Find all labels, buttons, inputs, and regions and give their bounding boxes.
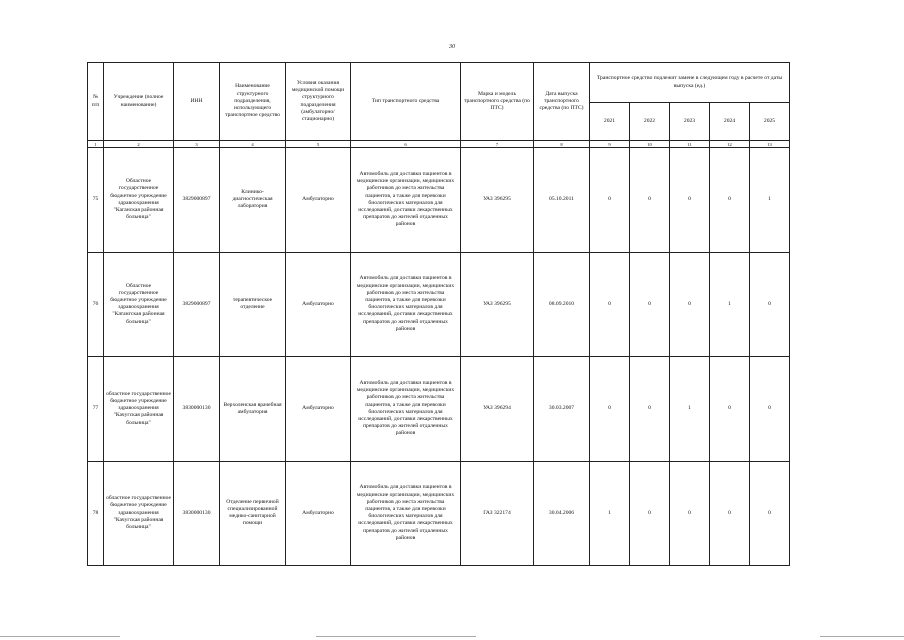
header-vehicle-type: Тип транспортного средства: [351, 63, 461, 141]
header-row: [88, 63, 790, 103]
column-index: 7: [461, 141, 534, 148]
cell-vehicle-type: Автомобиль для доставки пациентов в медицинские организации, медицинских работников до места жительства пациентов, а также для перевозки биологических материалов для исследований, доставки лекарственных препаратов до жителей отдаленных районов: [351, 357, 461, 462]
cell-year-2023: 0: [670, 252, 710, 357]
table-row: [88, 357, 790, 462]
cell-issue-date: 05.10.2011: [534, 148, 590, 253]
cell-institution: Областное государственное бюджетное учреждение здравоохранения "Каганская районная больница": [104, 148, 174, 253]
table-row: [88, 461, 790, 566]
column-index: 3: [174, 141, 220, 148]
table-row: [88, 252, 790, 357]
cell-institution: областное государственное бюджетное учреждение здравоохранения "Качугская районная больница": [104, 461, 174, 566]
cell-year-2022: 0: [630, 357, 670, 462]
cell-issue-date: 30.03.2007: [534, 357, 590, 462]
column-index: 5: [286, 141, 351, 148]
cell-year-2023: 0: [670, 461, 710, 566]
cell-year-2024: 0: [710, 357, 750, 462]
cell-year-2023: 0: [670, 148, 710, 253]
cell-num: 75: [88, 148, 104, 253]
vehicle-replacement-table: [87, 62, 790, 566]
cell-conditions: Амбулаторно: [286, 461, 351, 566]
header-replacement-group: Транспортное средство подлежит замене в следующем году в расчете от даты выпуска (ед.): [590, 63, 790, 103]
cell-year-2021: 0: [590, 252, 630, 357]
column-index: 9: [590, 141, 630, 148]
cell-subdivision: терапевтическое отделение: [220, 252, 286, 357]
cell-year-2025: 0: [750, 357, 790, 462]
cell-subdivision: Верхоленская врачебная амбулатория: [220, 357, 286, 462]
cell-year-2025: 0: [750, 461, 790, 566]
header-brand-model: Марка и модель транспортного средства (по ПТС): [461, 63, 534, 141]
header-num: № п/п: [88, 63, 104, 141]
cell-institution: областное государственное бюджетное учреждение здравоохранения "Качугская районная больница": [104, 357, 174, 462]
cell-inn: 3830000130: [174, 357, 220, 462]
cell-subdivision: Отделение первичной специализированной медико-санитарной помощи: [220, 461, 286, 566]
cell-year-2021: 0: [590, 357, 630, 462]
table-row: [88, 148, 790, 253]
scan-edge-line: [0, 636, 120, 637]
cell-year-2021: 1: [590, 461, 630, 566]
cell-inn: 3829000897: [174, 252, 220, 357]
column-index: 1: [88, 141, 104, 148]
cell-inn: 3830000130: [174, 461, 220, 566]
cell-year-2022: 0: [630, 148, 670, 253]
header-subdivision: Наименование структурного подразделения, использующего транспортное средство: [220, 63, 286, 141]
cell-year-2024: 0: [710, 461, 750, 566]
cell-year-2022: 0: [630, 252, 670, 357]
cell-subdivision: Клинико-диагностическая лаборатория: [220, 148, 286, 253]
column-index: 10: [630, 141, 670, 148]
cell-issue-date: 30.04.2006: [534, 461, 590, 566]
header-year: 2024: [710, 103, 750, 141]
header-year: 2021: [590, 103, 630, 141]
cell-brand-model: ГАЗ 322174: [461, 461, 534, 566]
header-year: 2022: [630, 103, 670, 141]
column-index: 2: [104, 141, 174, 148]
cell-year-2022: 0: [630, 461, 670, 566]
scan-edge-line: [820, 636, 904, 637]
cell-conditions: Амбулаторно: [286, 357, 351, 462]
cell-brand-model: УАЗ 396295: [461, 252, 534, 357]
page-number: 30: [449, 44, 455, 50]
cell-year-2024: 0: [710, 148, 750, 253]
header-institution: Учреждение (полное наименование): [104, 63, 174, 141]
column-index: 12: [710, 141, 750, 148]
cell-year-2023: 1: [670, 357, 710, 462]
header-inn: ИНН: [174, 63, 220, 141]
cell-institution: Областное государственное бюджетное учреждение здравоохранения "Катангская районная больница": [104, 252, 174, 357]
column-index: 11: [670, 141, 710, 148]
cell-vehicle-type: Автомобиль для доставки пациентов в медицинские организации, медицинских работников до места жительства пациентов, а также для перевозки биологических материалов для исследований, доставки лекарственных препаратов до жителей отдаленных районов: [351, 252, 461, 357]
cell-vehicle-type: Автомобиль для доставки пациентов в медицинские организации, медицинских работников до места жительства пациентов, а также для перевозки биологических материалов для исследований, доставки лекарственных препаратов до жителей отдаленных районов: [351, 148, 461, 253]
cell-year-2025: 1: [750, 148, 790, 253]
header-conditions: Условия оказания медицинской помощи структурного подразделения (амбулаторно/ стационарно): [286, 63, 351, 141]
column-index: 6: [351, 141, 461, 148]
cell-brand-model: УАЗ 396294: [461, 357, 534, 462]
column-index: 13: [750, 141, 790, 148]
cell-conditions: Амбулаторно: [286, 252, 351, 357]
cell-year-2024: 1: [710, 252, 750, 357]
cell-inn: 3829000897: [174, 148, 220, 253]
column-index-row: [88, 141, 790, 148]
header-year: 2025: [750, 103, 790, 141]
cell-num: 76: [88, 252, 104, 357]
cell-num: 78: [88, 461, 104, 566]
cell-year-2025: 0: [750, 252, 790, 357]
cell-conditions: Амбулаторно: [286, 148, 351, 253]
cell-year-2021: 0: [590, 148, 630, 253]
column-index: 8: [534, 141, 590, 148]
cell-issue-date: 08.09.2010: [534, 252, 590, 357]
header-year: 2023: [670, 103, 710, 141]
cell-num: 77: [88, 357, 104, 462]
cell-vehicle-type: Автомобиль для доставки пациентов в медицинские организации, медицинских работников до места жительства пациентов, а также для перевозки биологических материалов для исследований, доставки лекарственных препаратов до жителей отдаленных районов: [351, 461, 461, 566]
header-issue-date: Дата выпуска транспортного средства (по ПТС): [534, 63, 590, 141]
column-index: 4: [220, 141, 286, 148]
cell-brand-model: УАЗ 396295: [461, 148, 534, 253]
scan-edge-line: [316, 636, 476, 637]
